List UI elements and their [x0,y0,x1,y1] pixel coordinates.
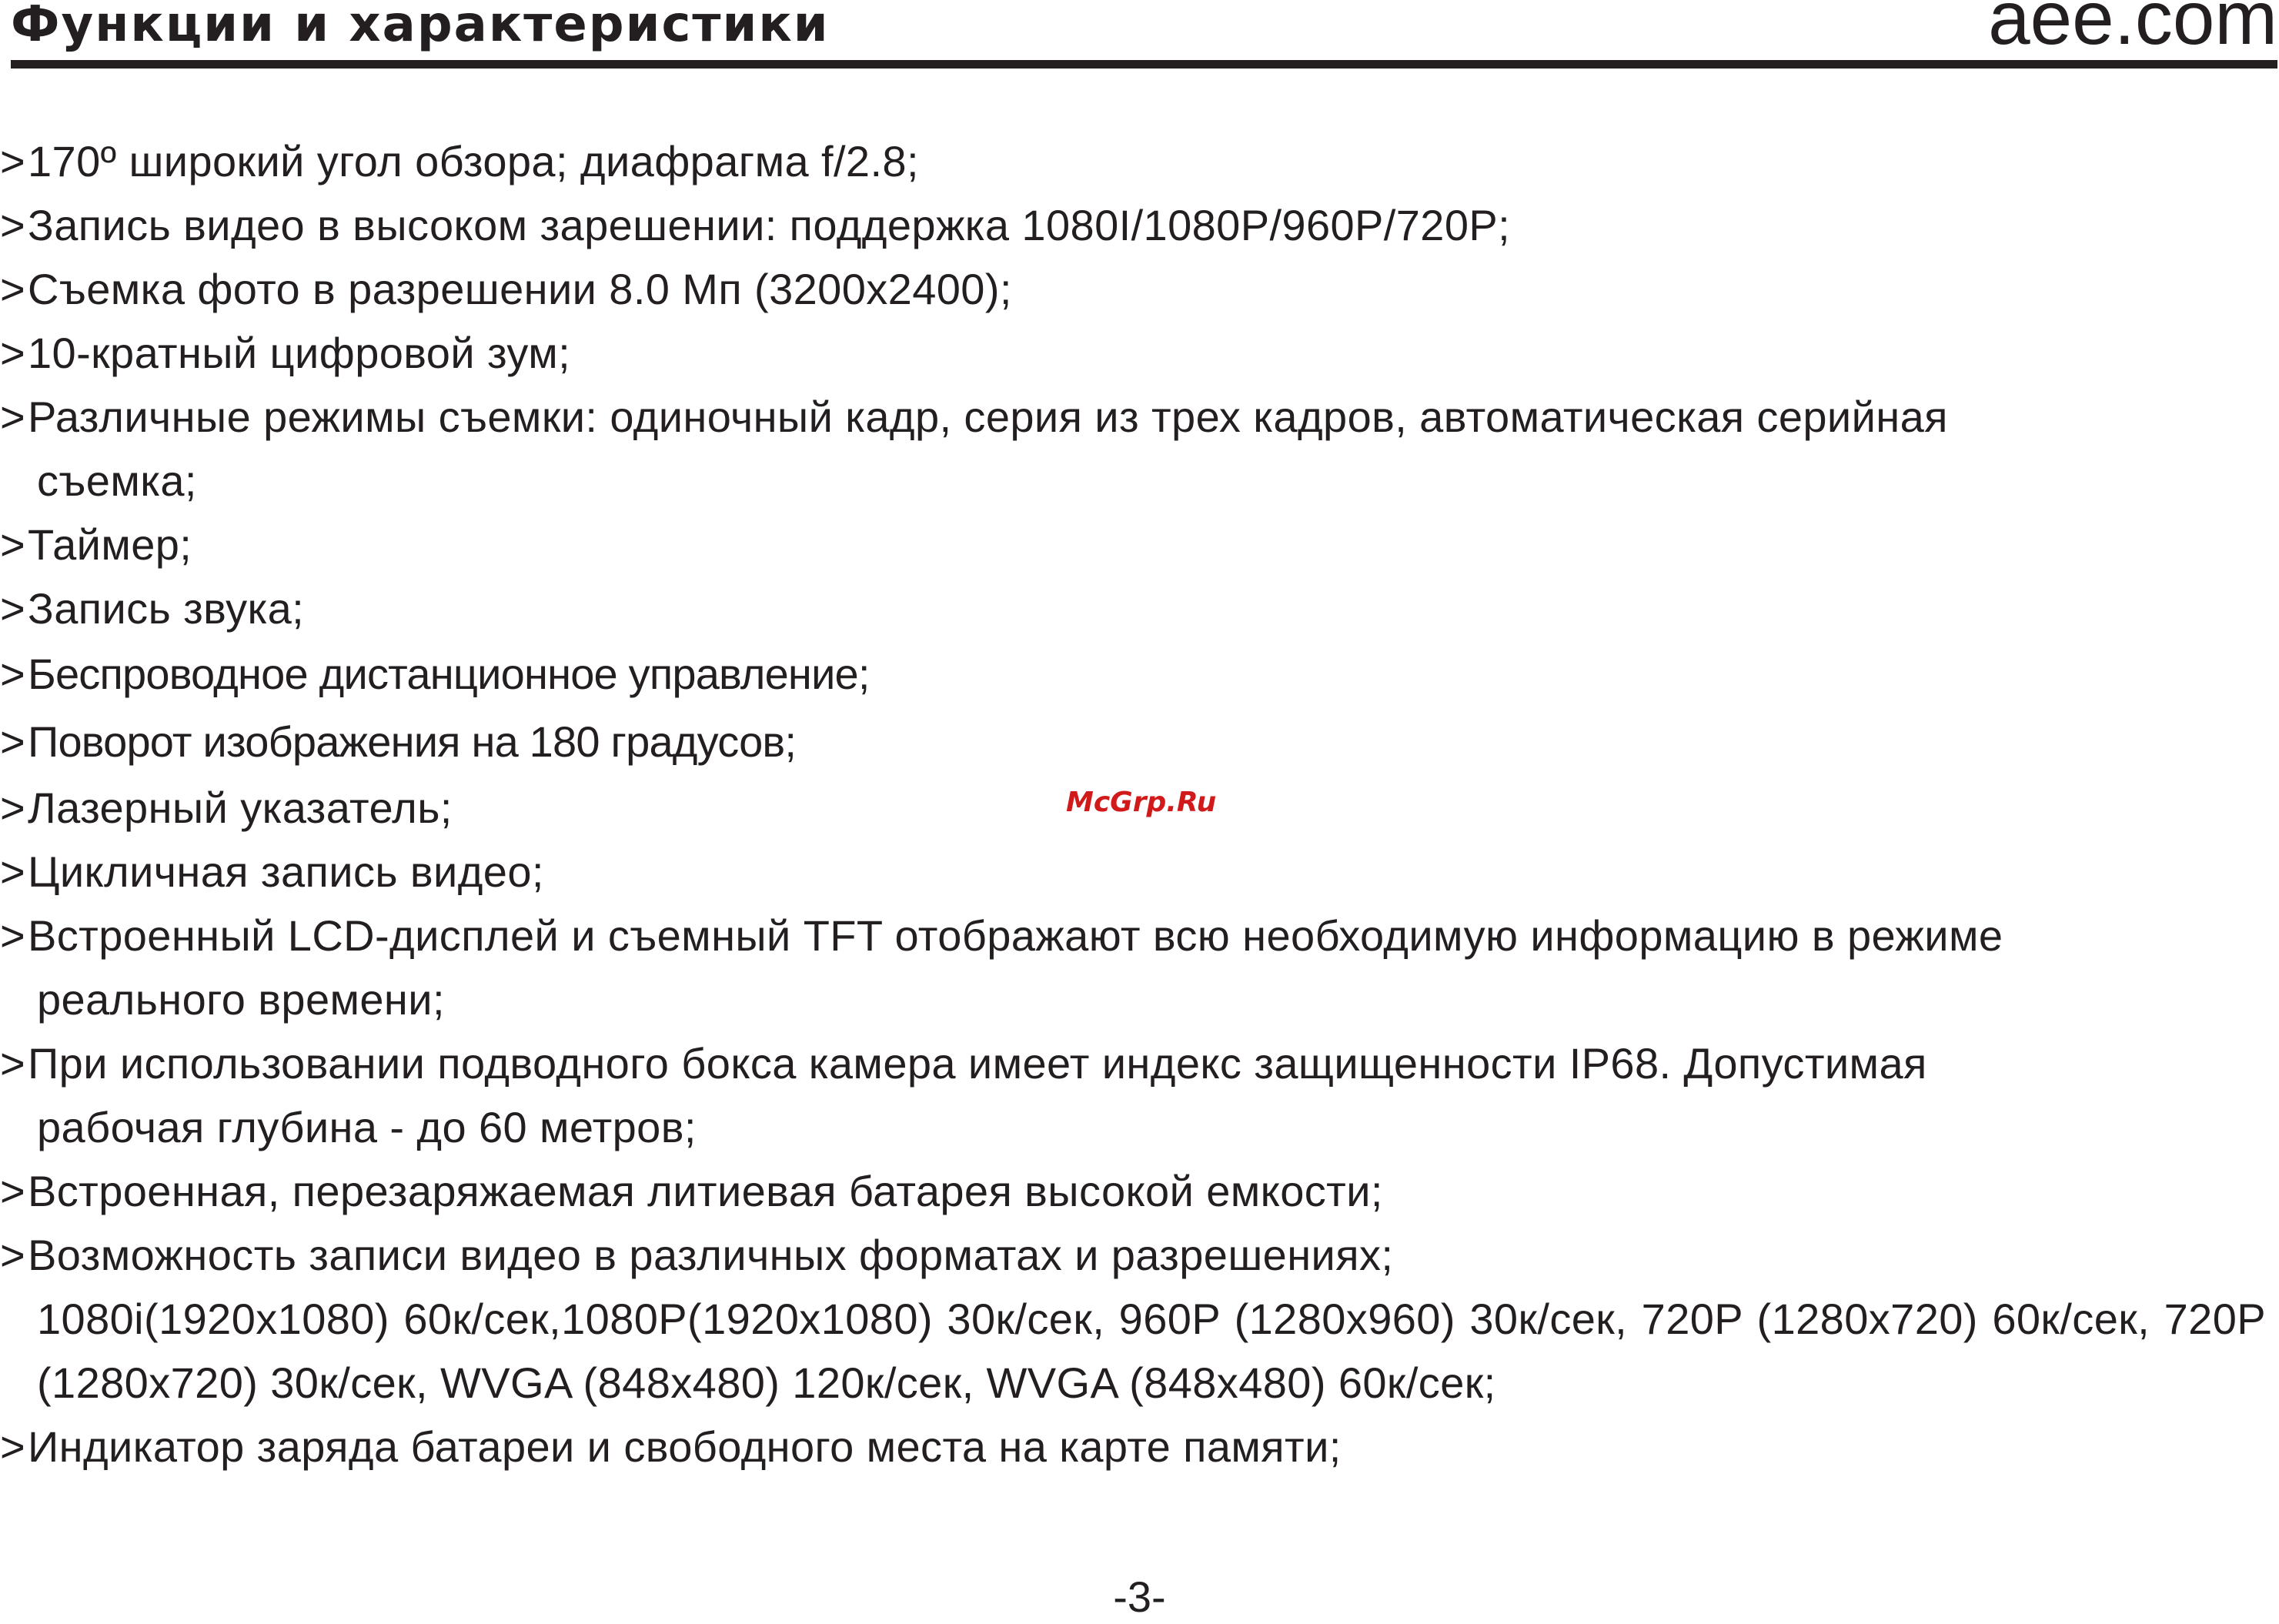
page-title: Функции и характеристики [11,0,830,53]
bullet-marker: > [0,265,26,313]
bullet-marker: > [0,137,26,185]
feature-text: Индикатор заряда батареи и свободного места на карте памяти; [28,1422,1342,1471]
feature-text: 10-кратный цифровой зум; [28,329,571,377]
feature-continuation: съемка; [37,456,197,505]
feature-item [0,840,2266,904]
feature-item [0,640,2266,708]
feature-item [0,1159,2266,1223]
feature-text: Поворот изображения на 180 градусов; [28,717,797,766]
feature-text: Съемка фото в разрешении 8.0 Мп (3200x2400); [28,265,1012,313]
feature-text: Встроенный LCD-дисплей и съемный TFT отображают всю необходимую информацию в режиме [28,911,2003,960]
page-header [0,0,2279,69]
feature-text: Таймер; [28,520,192,569]
feature-continuation: 1080i(1920x1080) 60к/сек,1080P(1920x1080) 30к/сек, 960P (1280x960) 30к/сек, 720P (1280x720) 60к/сек, 720P (1280x720) 30к/сек, WVGA (848x480) 120к/сек, WVGA (848x480) 60к/сек; [37,1295,2266,1407]
header-divider [11,60,2277,69]
feature-item [0,257,2266,321]
bullet-marker: > [0,1422,26,1471]
feature-continuation: реального времени; [37,975,445,1024]
feature-item [0,129,2266,193]
bullet-marker: > [0,393,26,441]
feature-text: 170º широкий угол обзора; диафрагма f/2.8; [28,137,919,185]
feature-item [0,904,2266,1031]
feature-text: Запись звука; [28,584,305,633]
watermark-text: McGrp.Ru [1066,787,1217,818]
feature-text: Запись видео в высоком зарешении: поддержка 1080I/1080P/960P/720P; [28,201,1511,249]
page-number: -3- [1113,1572,1166,1621]
site-logo-text[interactable]: aee.com [1988,0,2277,60]
feature-text: Лазерный указатель; [28,784,453,832]
feature-item [0,708,2266,776]
feature-text: Беспроводное дистанционное управление; [28,650,870,698]
bullet-marker: > [0,1231,26,1279]
feature-text: Встроенная, перезаряжаемая литиевая батарея высокой емкости; [28,1167,1383,1215]
feature-item [0,576,2266,640]
feature-item [0,1223,2266,1415]
feature-text: Возможность записи видео в различных форматах и разрешениях; [28,1231,1394,1279]
feature-item [0,385,2266,513]
bullet-marker: > [0,717,25,766]
feature-continuation: рабочая глубина - до 60 метров; [37,1103,697,1151]
bullet-marker: > [0,784,26,832]
bullet-marker: > [0,1039,26,1088]
bullet-marker: > [0,329,26,377]
feature-item [0,1031,2266,1159]
feature-item [0,513,2266,576]
bullet-marker: > [0,520,26,569]
feature-text: Различные режимы съемки: одиночный кадр, серия из трех кадров, автоматическая серийная [28,393,1948,441]
feature-item [0,193,2266,257]
bullet-marker: > [0,584,26,633]
feature-text: Цикличная запись видео; [28,847,544,896]
feature-item [0,1415,2266,1479]
bullet-marker: > [0,911,26,960]
bullet-marker: > [0,201,26,249]
bullet-marker: > [0,847,26,896]
feature-item [0,321,2266,385]
bullet-marker: > [0,650,25,698]
feature-text: При использовании подводного бокса камера имеет индекс защищенности IP68. Допустимая [28,1039,1927,1088]
bullet-marker: > [0,1167,26,1215]
